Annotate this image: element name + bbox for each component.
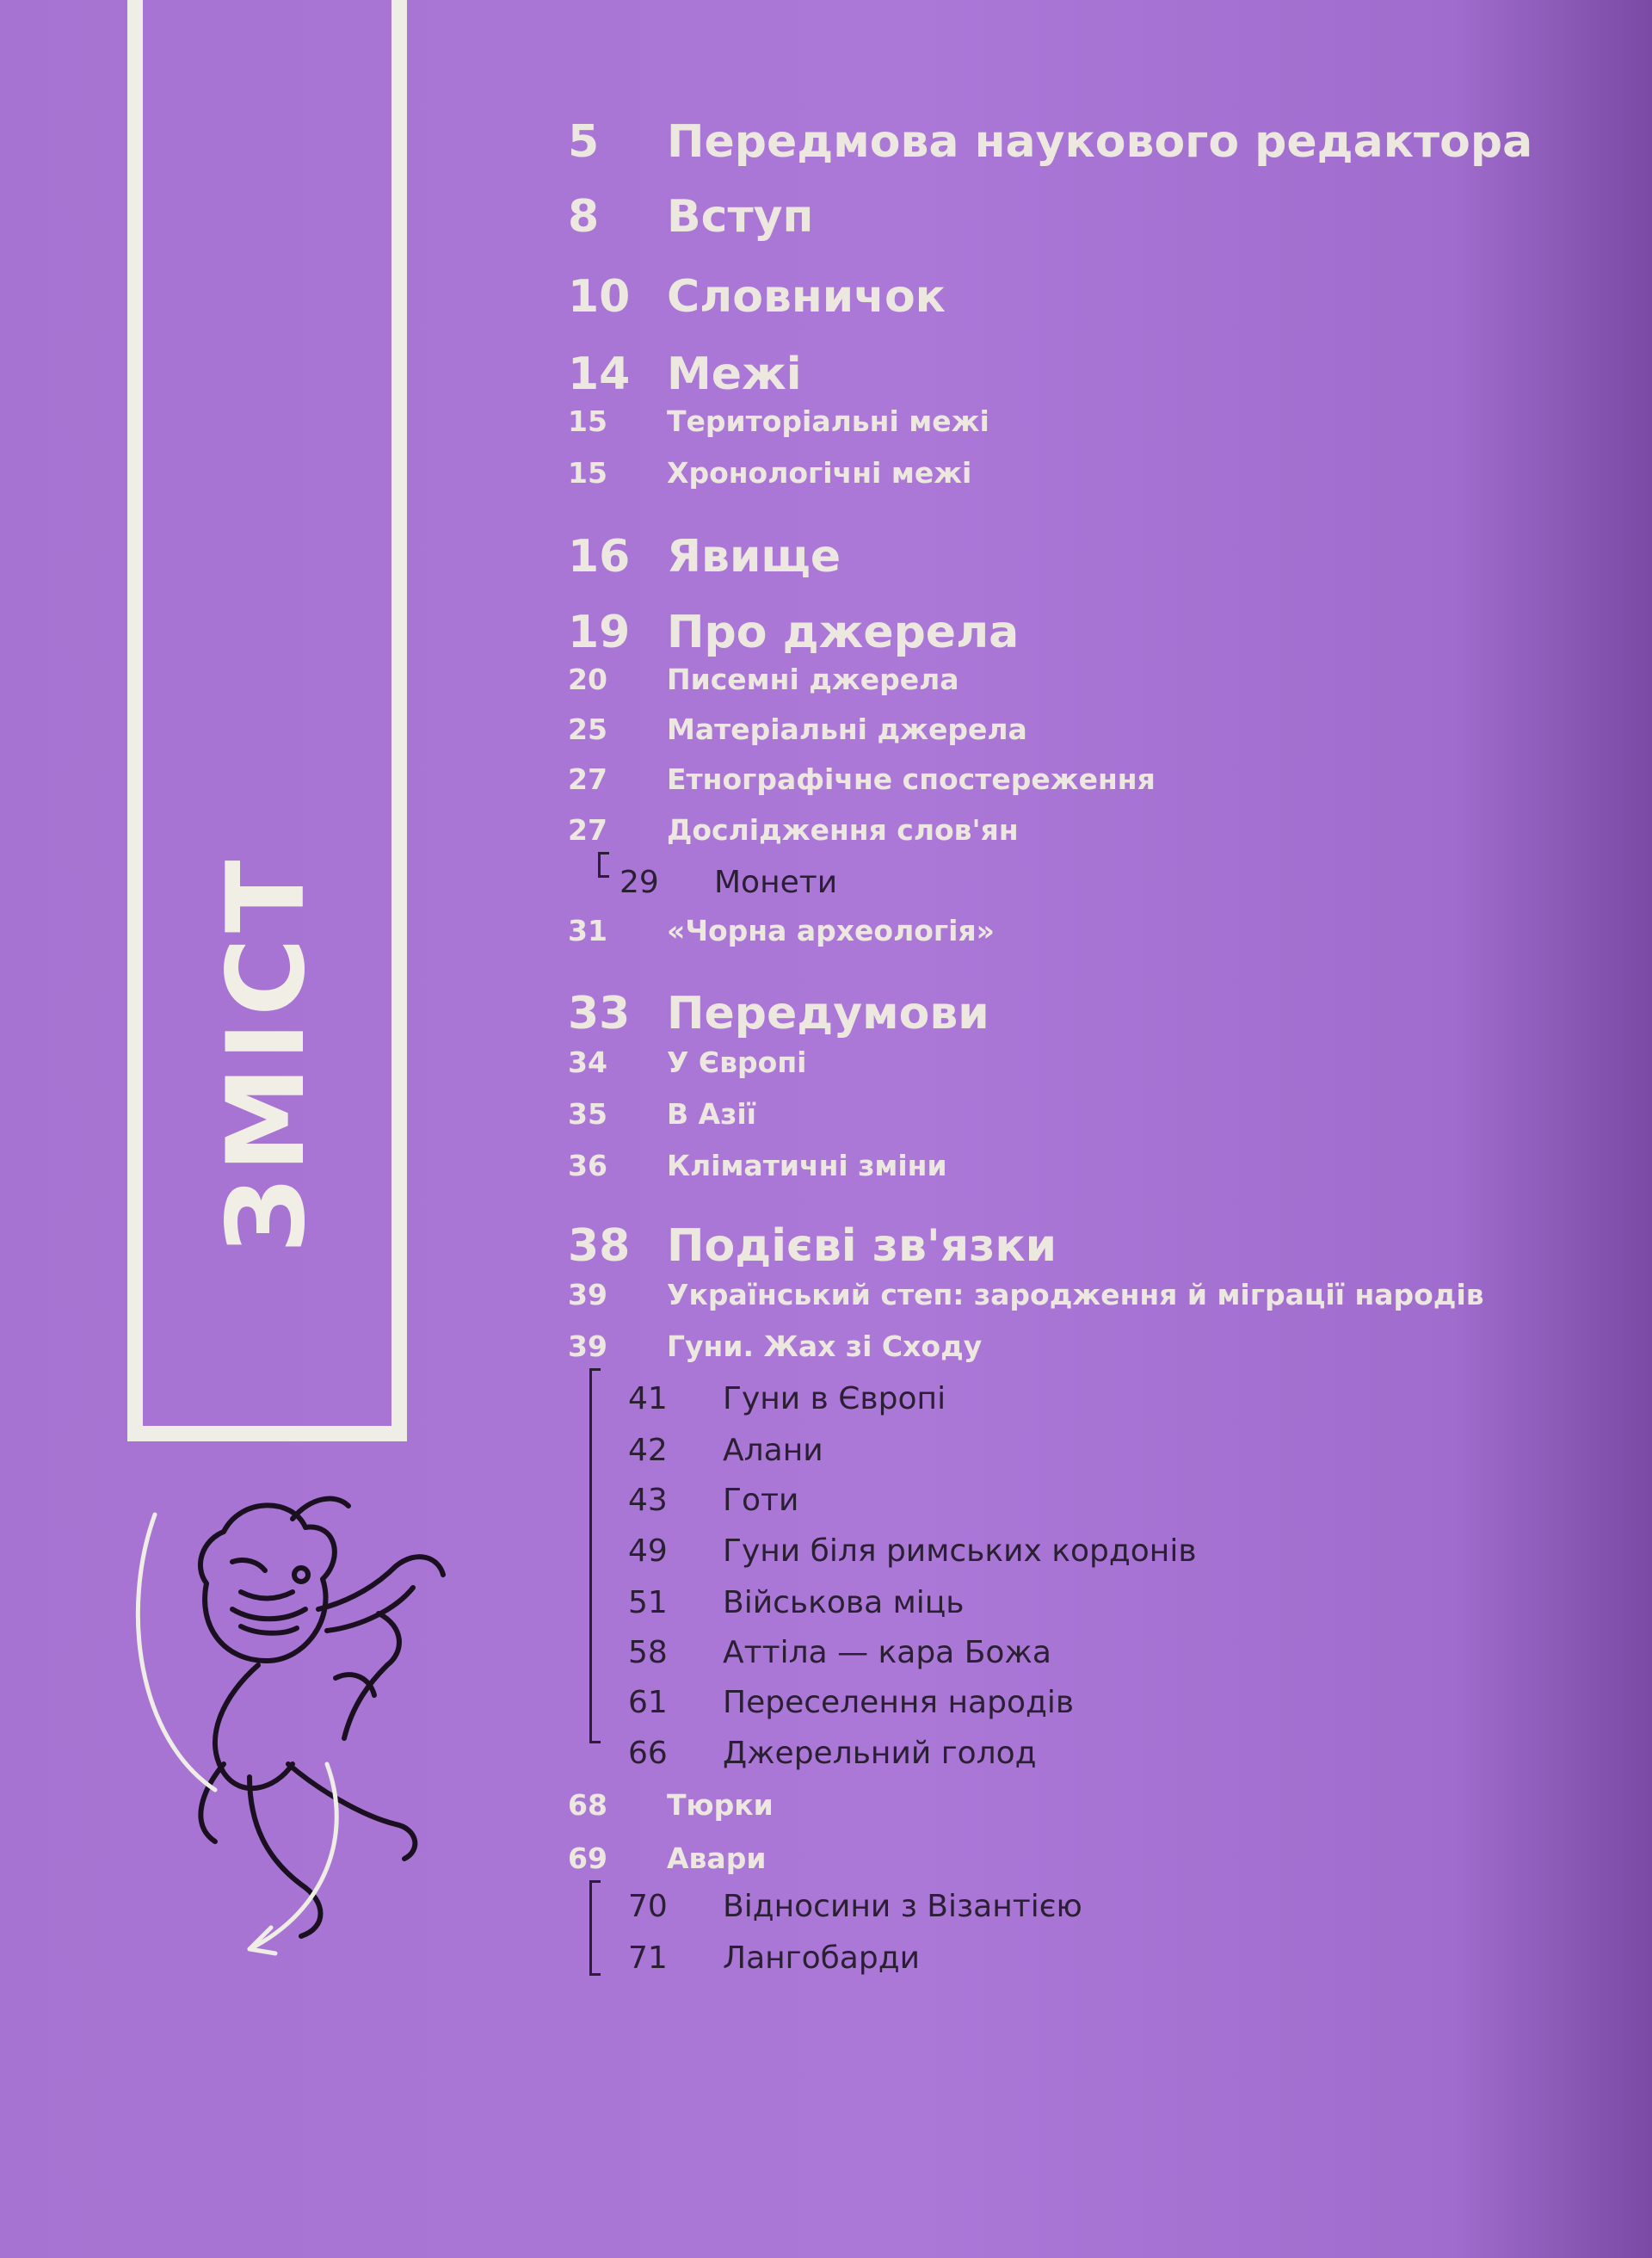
toc-entry-title: Писемні джерела <box>667 663 959 696</box>
toc-entry-title: Кліматичні зміни <box>667 1149 947 1182</box>
toc-entry-title: Готи <box>723 1483 799 1518</box>
toc-page-number: 42 <box>628 1433 668 1468</box>
toc-page-number: 39 <box>568 1278 607 1311</box>
toc-page-number: 35 <box>568 1097 607 1131</box>
toc-entry-title: У Європі <box>667 1046 807 1079</box>
toc-entry-title: В Азії <box>667 1097 756 1131</box>
toc-entry-title: Гуни біля римських кордонів <box>723 1533 1197 1569</box>
toc-page-number: 71 <box>628 1940 668 1976</box>
warrior-illustration <box>120 1480 499 1971</box>
toc-entry-title: Відносини з Візантією <box>723 1889 1082 1924</box>
toc-entry-title: Військова міць <box>723 1585 965 1620</box>
toc-entry-title: Матеріальні джерела <box>667 713 1027 746</box>
toc-entry-title: Лангобарди <box>723 1940 921 1976</box>
toc-page-number: 25 <box>568 713 607 746</box>
toc-page-number: 15 <box>568 456 607 490</box>
toc-page-number: 34 <box>568 1046 607 1079</box>
toc-page-number: 39 <box>568 1330 607 1363</box>
toc-page-number: 36 <box>568 1149 607 1182</box>
toc-entry-title: Межі <box>667 349 802 400</box>
subsection-bracket <box>598 852 609 878</box>
toc-entry-title: Аттіла — кара Божа <box>723 1635 1051 1670</box>
toc-page-number: 31 <box>568 914 607 947</box>
toc-entry-title: Український степ: зародження й міграції народів <box>667 1278 1484 1311</box>
toc-page-number: 10 <box>568 271 631 323</box>
toc-page-number: 51 <box>628 1585 668 1620</box>
toc-page-number: 70 <box>628 1889 668 1924</box>
toc-page-number: 49 <box>628 1533 668 1569</box>
toc-entry-title: Словничок <box>667 271 946 323</box>
toc-page-number: 20 <box>568 663 607 696</box>
toc-entry-title: Гуни. Жах зі Сходу <box>667 1330 983 1363</box>
toc-page-number: 43 <box>628 1483 668 1518</box>
subsection-bracket <box>589 1880 601 1976</box>
toc-page-number: 16 <box>568 531 631 583</box>
toc-entry-title: Передмова наукового редактора <box>667 116 1533 168</box>
subsection-bracket <box>589 1368 601 1743</box>
toc-page-number: 58 <box>628 1635 668 1670</box>
toc-entry-title: Етнографічне спостереження <box>667 762 1156 796</box>
toc-entry-title: Вступ <box>667 191 814 243</box>
page-title: ЗМІСТ <box>205 854 329 1254</box>
toc-page-number: 61 <box>628 1685 668 1720</box>
toc-entry-title: Монети <box>714 865 838 900</box>
toc-page-number: 33 <box>568 988 631 1040</box>
toc-entry-title: Переселення народів <box>723 1685 1075 1720</box>
toc-entry-title: Гуни в Європі <box>723 1381 946 1416</box>
toc-entry-title: «Чорна археологія» <box>667 914 995 947</box>
toc-page-number: 69 <box>568 1842 607 1875</box>
toc-page-number: 66 <box>628 1736 668 1771</box>
toc-page-number: 15 <box>568 404 607 438</box>
toc-entry-title: Подієві зв'язки <box>667 1220 1057 1272</box>
toc-entry-title: Територіальні межі <box>667 404 989 438</box>
toc-entry-title: Явище <box>667 531 841 583</box>
toc-entry-title: Алани <box>723 1433 823 1468</box>
toc-page-number: 14 <box>568 349 631 400</box>
toc-page-number: 8 <box>568 191 600 243</box>
toc-page-number: 29 <box>620 865 659 900</box>
toc-entry-title: Передумови <box>667 988 989 1040</box>
toc-entry-title: Авари <box>667 1842 767 1875</box>
toc-entry-title: Про джерела <box>667 607 1020 658</box>
toc-page-number: 19 <box>568 607 631 658</box>
toc-page-number: 38 <box>568 1220 631 1272</box>
toc-page-number: 68 <box>568 1788 607 1822</box>
toc-page-number: 27 <box>568 813 607 847</box>
toc-entry-title: Джерельний голод <box>723 1736 1037 1771</box>
toc-page-number: 27 <box>568 762 607 796</box>
toc-page-number: 41 <box>628 1381 668 1416</box>
toc-entry-title: Хронологічні межі <box>667 456 972 490</box>
toc-entry-title: Дослідження слов'ян <box>667 813 1019 847</box>
toc-page-number: 5 <box>568 116 600 168</box>
toc-entry-title: Тюрки <box>667 1788 774 1822</box>
